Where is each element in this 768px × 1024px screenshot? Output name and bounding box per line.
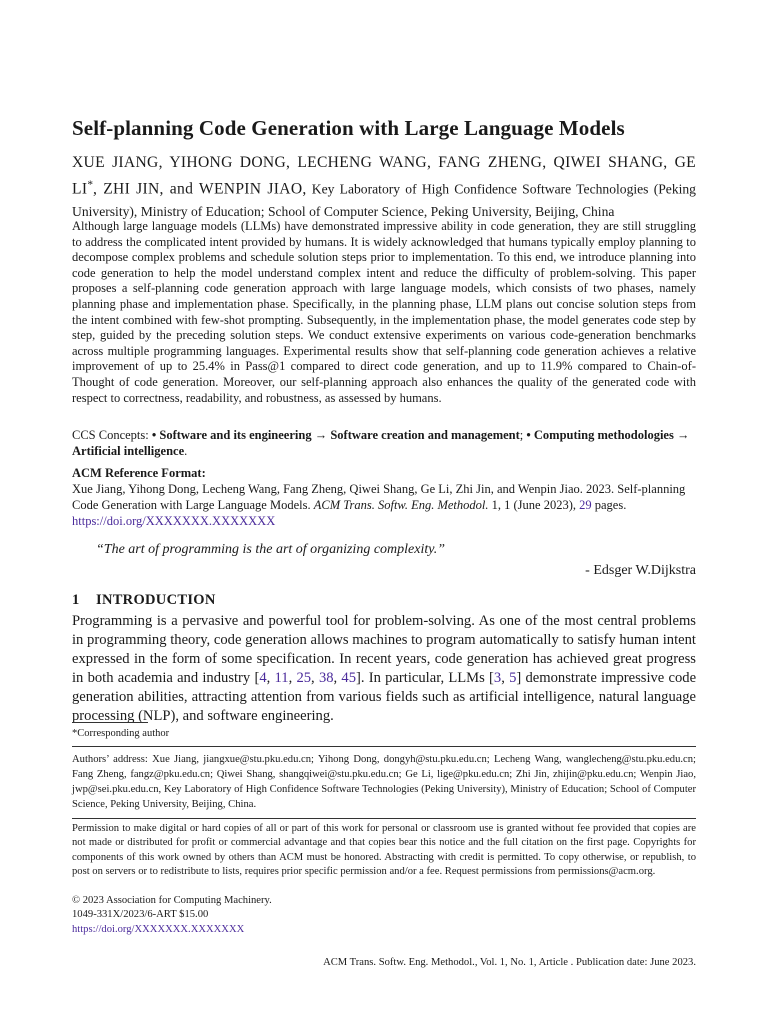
copyright-line: © 2023 Association for Computing Machinery. [72,895,272,906]
permission-notice: Permission to make digital or hard copies of all or part of this work for personal or classroom use is granted without fee provided that copies are not made or distributed for profit or commercial advantage and that copies bear this notice and the full citation on the first page. Copyrights for components of this work owned by others than ACM must be honored. Abstracting with credit is permitted. To copy otherwise, or republish, to post on servers or to redistribute to lists, requires prior specific permission and/or a fee. Request permissions from permissions@acm.org. [72,823,696,878]
corresponding-author-mark: * [87,179,93,191]
epigraph-quote: “The art of programming is the art of organizing complexity.” [96,542,445,557]
paper-page [72,0,696,1024]
paper-title: Self-planning Code Generation with Large Language Models [72,116,625,140]
citation-4[interactable]: 4 [259,670,267,686]
divider [72,818,696,819]
introduction-paragraph: Programming is a pervasive and powerful tool for problem-solving. As one of the most central problems in programming theory, code generation allows machines to program automatically to satisfy human intent expressed in the form of some specification. In recent years, code generation has achieved great progress in both academia and industry [4, 11, 25, 38, 45]. In particular, LLMs [3, 5] demonstrate impressive code generation abilities, attracting attention from various fields such as artificial intelligence, natural language processing (NLP), and software engineering. [72,613,697,724]
section-heading [72,592,216,609]
author-affiliation: Key Laboratory of High Confidence Software Technologies (Peking University), Ministry of Education; School of Computer Science, Peking University, Beijing, China [72,181,696,219]
author-names: XUE JIANG, YIHONG DONG, LECHENG WANG, FANG ZHENG, QIWEI SHANG, GE LI [72,154,696,198]
running-footer: ACM Trans. Softw. Eng. Methodol., Vol. 1, No. 1, Article . Publication date: June 2023. [323,957,696,968]
corresponding-author-footnote: *Corresponding author [72,728,170,739]
pages-link[interactable]: 29 [579,498,592,512]
ccs-separator: ; [519,428,527,442]
footer-doi-link[interactable]: https://doi.org/XXXXXXX.XXXXXXX [72,923,245,935]
acm-reference-text: Xue Jiang, Yihong Dong, Lecheng Wang, Fang Zheng, Qiwei Shang, Ge Li, Zhi Jin, and Wenpin Jiao. 2023. Self-planning Code Generation with Large Language Models. [72,482,686,512]
author-names-continued: , ZHI JIN, and WENPIN JIAO, [93,180,307,198]
citation-5[interactable]: 5 [509,670,517,686]
acm-reference-heading: ACM Reference Format: [72,466,206,480]
acm-reference-volume: 1, 1 (June 2023), [488,498,580,512]
intro-text: ] demonstrate impressive code generation abilities, attracting attention from various fields such as artificial intelligence, natural language processing (NLP), and software engineering. [72,670,697,724]
epigraph-author: - Edsger W.Dijkstra [585,563,696,578]
journal-name: ACM Trans. Softw. Eng. Methodol. [313,498,489,512]
section-number: 1 [72,592,80,608]
citation-3[interactable]: 3 [493,670,502,686]
citation-11[interactable]: 11 [274,670,289,686]
ccs-label: CCS Concepts: [72,428,152,442]
intro-text: ]. In particular, LLMs [ [356,670,494,686]
ccs-concept-2: • Computing methodologies → Artificial intelligence [72,428,690,458]
acm-reference-pages: pages. [591,498,627,512]
publication-meta [72,894,696,937]
citation-25[interactable]: 25 [296,670,312,686]
ccs-concept-1: • Software and its engineering → Software creation and management [151,428,520,442]
citation-45[interactable]: 45 [341,670,357,686]
doi-link[interactable]: https://doi.org/XXXXXXX.XXXXXXX [72,514,276,528]
citation-38[interactable]: 38 [318,670,334,686]
footnote-rule [72,722,148,723]
acm-reference-format [72,465,696,529]
intro-text: Programming is a pervasive and powerful tool for problem-solving. As one of the most central problems in programming theory, code generation allows machines to program automatically to satisfy human intent expressed in the form of some specification. In recent years, code generation has achieved great progress in both academia and industry [ [72,613,696,686]
divider [72,746,696,747]
authors-address: Authors’ address: Xue Jiang, jiangxue@stu.pku.edu.cn; Yihong Dong, dongyh@stu.pku.edu.cn; Lecheng Wang, wanglecheng@stu.pku.edu.cn; Fang Zheng, fangz@pku.edu.cn; Qiwei Shang, shangqiwei@stu.pku.edu.cn; Ge Li, lige@pku.edu.cn; Zhi Jin, zhijin@pku.edu.cn; Wenpin Jiao, jwp@sei.pku.edu.cn, Key Laboratory of High Confidence Software Technologies (Peking University), Ministry of Education; School of Computer Science, Peking University, Beijing, China. [72,754,696,810]
issn-line: 1049-331X/2023/6-ART $15.00 [72,909,209,921]
author-block [72,152,696,223]
abstract: Although large language models (LLMs) have demonstrated impressive ability in code generation, they are still struggling to address the complicated intent provided by humans. It is widely acknowledged that humans typically employ planning to decompose complex problems and schedule solution steps prior to implementation. To this end, we introduce planning into code generation to help the model understand complex intent and reduce the difficulty of problem-solving. This paper proposes a self-planning code generation approach with large language models, which consists of two phases, namely planning phase and implementation phase. Specifically, in the planning phase, LLM plans out concise solution steps from the intent combined with few-shot prompting. Subsequently, in the implementation phase, the model generates code step by step, guided by the preceding solution steps. We conduct extensive experiments on various code-generation benchmarks across multiple programming languages. Experimental results show that self-planning code generation achieves a relative improvement of up to 25.4% in Pass@1 compared to direct code generation, and up to 11.9% compared to Chain-of-Thought of code generation. Moreover, our self-planning approach also enhances the quality of the generated code with respect to correctness, readability, and robustness, as assessed by humans. [72,219,696,405]
section-title: INTRODUCTION [96,592,216,608]
ccs-concepts [72,427,696,459]
ccs-end: . [184,444,188,458]
